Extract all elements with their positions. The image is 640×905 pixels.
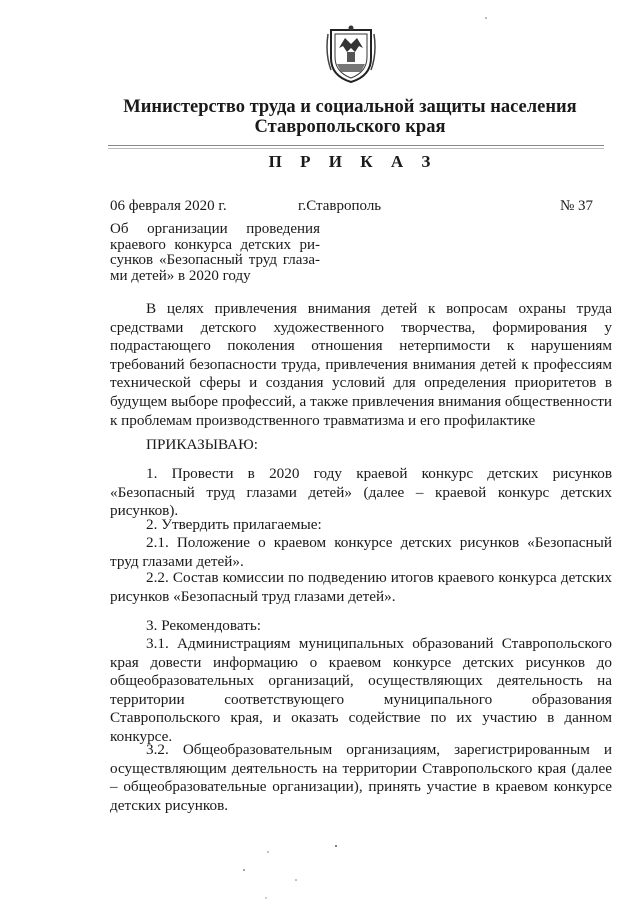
clause-3: 3. Рекомендовать: (146, 617, 261, 634)
order-date: 06 февраля 2020 г. (110, 198, 227, 214)
subject-line: Об организации проведения (110, 221, 320, 237)
ministry-line-1: Министерство труда и социальной защиты населения (123, 97, 577, 117)
coat-of-arms-emblem (325, 24, 377, 84)
clause-3-2: 3.2. Общеобразовательным организациям, зарегистрированным и осуществляющим деятельность на территории Ставропольского края (далее – общеобразовательные организации), принять участие в краевом конкурсе детских рисунков. (110, 741, 612, 814)
order-city: г.Ставрополь (298, 198, 382, 214)
preamble-paragraph: В целях привлечения внимания детей к вопросам охраны труда средствами детского художественного творчества, формирования у подрастающего поколения отношения нетерпимости к нарушениям требований безопасности труда, привлечения внимания детей к профессиям технической сферы и создания условий для определения приоритетов в будущем выборе профессий, а также привлечения внимания общественности к проблемам производственного травматизма и его профилактике (110, 300, 612, 429)
clause-3-1: 3.1. Администрациям муниципальных образований Ставропольского края довести информацию о краевом конкурсе детских рисунков до общеобразовательных организаций, осуществляющих деятельность на территории соответствующего муниципального образования Ставропольского края, и оказать содействие по их участию в данном конкурсе. (110, 635, 612, 745)
clause-2-2: 2.2. Состав комиссии по подведению итогов краевого конкурса детских рисунков «Безопасный труд глазами детей». (110, 569, 612, 605)
order-directive-word: ПРИКАЗЫВАЮ: (146, 436, 258, 453)
clause-2: 2. Утвердить прилагаемые: (146, 516, 322, 533)
ministry-line-2: Ставропольского края (254, 117, 446, 137)
subject-line: краевого конкурса детских ри- (110, 236, 320, 253)
subject-line: сунков «Безопасный труд глаза- (110, 252, 320, 268)
clause-1: 1. Провести в 2020 году краевой конкурс детских рисунков «Безопасный труд глазами детей» (далее – краевой конкурс детских рисунков). (110, 465, 612, 520)
document-type-title: П Р И К А З (268, 152, 438, 171)
subject-line: ми детей» в 2020 году (110, 267, 251, 284)
order-subject (110, 222, 320, 284)
header-divider-thin (108, 148, 604, 149)
ministry-name (100, 97, 600, 137)
clause-2-1: 2.1. Положение о краевом конкурсе детских рисунков «Безопасный труд глазами детей». (110, 534, 612, 570)
header-divider (108, 145, 604, 146)
coat-of-arms-icon (325, 24, 377, 84)
order-number: № 37 (560, 198, 594, 214)
